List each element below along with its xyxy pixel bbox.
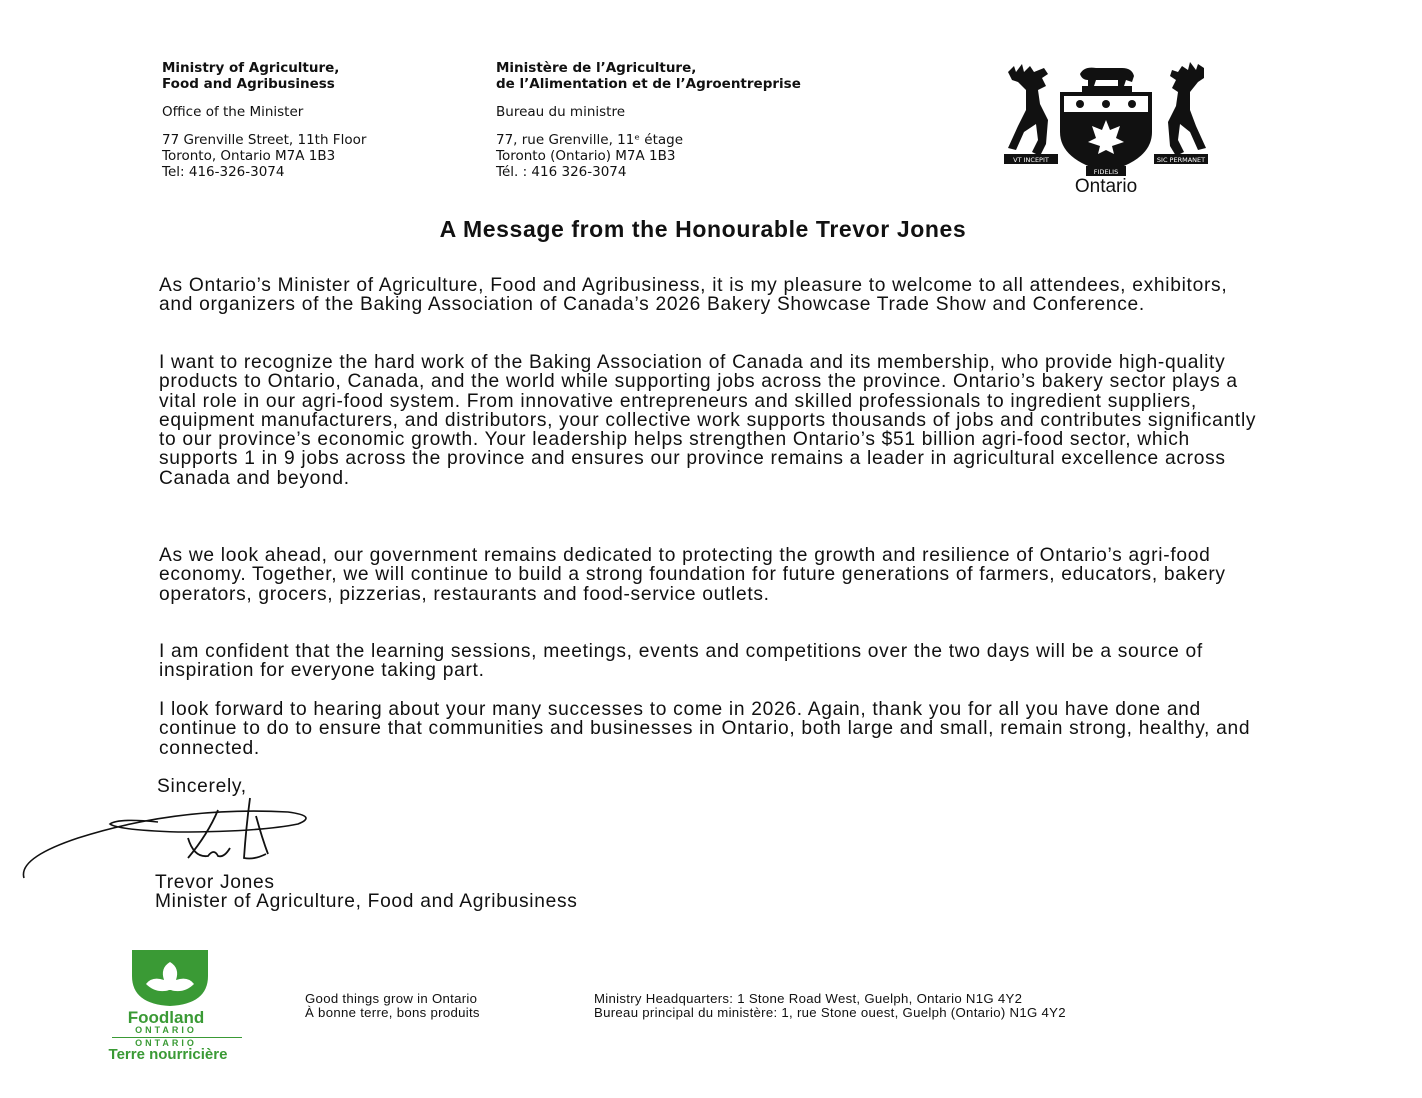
foodland-ontario-fr: ONTARIO — [135, 1038, 197, 1048]
crest-motto-center: FIDELIS — [1093, 168, 1119, 176]
crest-motto-right: SIC PERMANET — [1156, 156, 1206, 164]
ministry-name-fr-line2: de l’Alimentation et de l’Agroentreprise — [496, 76, 801, 92]
letterhead-french — [496, 60, 801, 180]
footer-headquarters — [594, 992, 1066, 1019]
office-en: Office of the Minister — [162, 104, 304, 120]
footer-slogan — [305, 992, 480, 1019]
signer-title: Minister of Agriculture, Food and Agribusiness — [155, 891, 578, 912]
letter-closing: Sincerely, — [157, 776, 247, 797]
letter-paragraph: As we look ahead, our government remains dedicated to protecting the growth and resilience of Ontario’s agri-food economy. Together, we will continue to build a strong foundation for future generations of farmers, educators, bakery operators, grocers, pizzerias, restaurants and food-service outlets. — [159, 545, 1226, 605]
slogan-en: Good things grow in Ontario — [305, 991, 478, 1006]
phone-fr: Tél. : 416 326-3074 — [496, 164, 627, 180]
ministry-name-en-line2: Food and Agribusiness — [162, 76, 335, 92]
phone-en: Tel: 416-326-3074 — [162, 164, 285, 180]
hq-address-fr: Bureau principal du ministère: 1, rue Stone ouest, Guelph (Ontario) N1G 4Y2 — [594, 1004, 1066, 1020]
office-fr: Bureau du ministre — [496, 104, 626, 120]
crest-motto-left: VT INCEPIT — [1013, 156, 1049, 164]
letter-paragraph: I want to recognize the hard work of the Baking Association of Canada and its membership, who provide high-quality products to Ontario, Canada, and the world while supporting jobs across the province. Ontario’s bakery sector plays a vital role in our agri-food system. From innovative entrepreneurs and skilled professionals to ingredient suppliers, equipment manufacturers, and distributors, your collective work supports thousands of jobs and contributes significantly to our province’s economic growth. Your leadership helps strengthen Ontario’s $51 billion agri-food sector, which supports 1 in 9 jobs across the province and ensures our province remains a leader in agricultural excellence across Canada and beyond. — [159, 352, 1257, 489]
letter-paragraph: I look forward to hearing about your many successes to come in 2026. Again, thank you for all you have done and continue to do to ensure that communities and businesses in Ontario, both large and small, remain strong, healthy, and connected. — [159, 699, 1251, 759]
slogan-fr: À bonne terre, bons produits — [305, 1004, 480, 1020]
signer-name: Trevor Jones — [155, 872, 275, 893]
address-fr-line2: Toronto (Ontario) M7A 1B3 — [496, 148, 676, 164]
address-fr-line1: 77, rue Grenville, 11ᵉ étage — [496, 132, 684, 148]
letter-paragraph: I am confident that the learning sessions, meetings, events and competitions over the two days will be a source of inspiration for everyone taking part. — [159, 641, 1203, 682]
address-en-line1: 77 Grenville Street, 11th Floor — [162, 132, 367, 148]
foodland-ontario: ONTARIO — [135, 1025, 197, 1035]
crest-ontario-label: Ontario — [1074, 176, 1138, 197]
letter-paragraph: As Ontario’s Minister of Agriculture, Food and Agribusiness, it is my pleasure to welcome to all attendees, exhibitors, and organizers of the Baking Association of Canada’s 2026 Bakery Showcase Trade Show and Conference. — [159, 275, 1228, 316]
ministry-name-fr-line1: Ministère de l’Agriculture, — [496, 60, 697, 76]
ministry-name-en-line1: Ministry of Agriculture, — [162, 60, 340, 76]
hq-address-en: Ministry Headquarters: 1 Stone Road West, Guelph, Ontario N1G 4Y2 — [594, 991, 1023, 1006]
letter-title: A Message from the Honourable Trevor Jones — [439, 216, 967, 242]
letterhead-english — [162, 60, 366, 180]
address-en-line2: Toronto, Ontario M7A 1B3 — [162, 148, 336, 164]
foodland-name: Foodland — [127, 1008, 205, 1027]
foodland-terre-nourriciere: Terre nourricière — [108, 1046, 228, 1063]
